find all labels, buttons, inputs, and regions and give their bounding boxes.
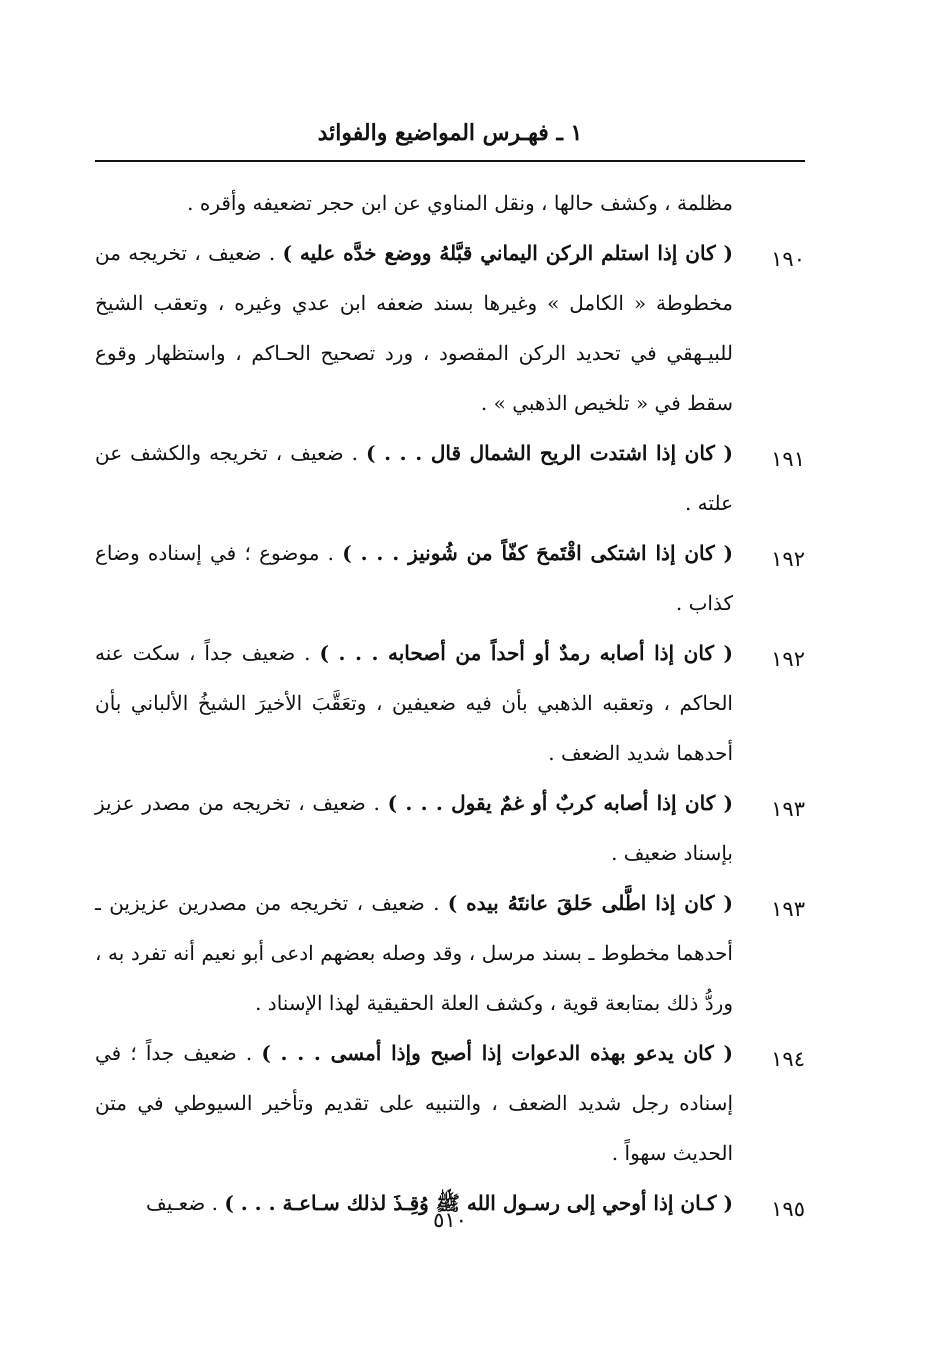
entry-body <box>95 628 733 778</box>
entry-text: . ضعيف ، تخريجه من مصدرين عزيزين ـ أحدهما مخطوط ـ بسند مرسل ، وقد وصله بعضهم ادعى أبو نعيم أنه تفرد به ، وردُّ ذلك بمتابعة قوية ، وكشف العلة الحقيقية لهذا الإسناد . <box>95 891 733 1015</box>
page-header-title: ١ ـ فهـرس المواضيع والفوائد <box>317 120 583 146</box>
entry-number: ١٩٠ <box>771 247 805 271</box>
entry-text: . ضعيف ، تخريجه والكشف عن علته . <box>95 441 733 515</box>
page-number: ٥١٠ <box>433 1208 467 1232</box>
entry-text: . ضعيف جداً ؛ في إسناده رجل شديد الضعف ، والتنبيه على تقديم وتأخير السيوطي في متن الحديث سهواً . <box>95 1041 734 1165</box>
hadith-title: ( كان إذا استلم الركن اليماني قبَّلهُ ووضع خدَّه عليه ) <box>282 241 733 265</box>
entry-number: ١٩٣ <box>771 897 805 921</box>
hadith-title: ( كان إذا اشتكى اقْتَمحَ كفّاً من شُونيز . . . ) <box>342 541 733 565</box>
entry-body <box>95 528 733 628</box>
continuation-entry <box>95 178 805 228</box>
index-entry <box>95 628 805 778</box>
hadith-title: ( كان إذا اشتدت الريح الشمال قال . . . ) <box>366 441 734 465</box>
continuation-text: مظلمة ، وكشف حالها ، ونقل المناوي عن ابن حجر تضعيفه وأقره . <box>187 191 733 215</box>
hadith-title: ( كان إذا أصابه كربٌ أو غمٌ يقول . . . ) <box>387 791 733 815</box>
entry-number: ١٩٣ <box>771 797 805 821</box>
index-content <box>95 178 805 1234</box>
hadith-title: ( كان يدعو بهذه الدعوات إذا أصبح وإذا أمسى . . . ) <box>261 1041 733 1065</box>
entry-text: . موضوع ؛ في إسناده وضاع كذاب . <box>95 541 733 615</box>
entry-text: . ضعـيف <box>146 1191 225 1215</box>
header-divider <box>95 160 805 162</box>
index-entry <box>95 778 805 878</box>
index-entry <box>95 428 805 528</box>
index-entry <box>95 228 805 428</box>
entry-text: . ضعيف ، تخريجه من مخطوطة « الكامل » وغيرها بسند ضعفه ابن عدي وغيره ، وتعقب الشيخ للبيـهقي في تحديد الركن المقصود ، ورد تصحيح الحـاكم ، واستظهار وقوع سقط في « تلخيص الذهبي » . <box>95 241 733 415</box>
entry-body <box>95 1028 733 1178</box>
entry-text: . ضعيف جداً ، سكت عنه الحاكم ، وتعقبه الذهبي بأن فيه ضعيفين ، وتعَقَّبَ الأخيرَ الشيخُ الألباني بأن أحدهما شديد الضعف . <box>95 641 733 765</box>
entry-body <box>95 228 733 428</box>
index-entry <box>95 878 805 1028</box>
index-entry <box>95 1028 805 1178</box>
entry-body <box>95 778 733 878</box>
entry-text: . ضعيف ، تخريجه من مصدر عزيز بإسناد ضعيف . <box>95 791 733 865</box>
entry-number: ١٩٢ <box>771 647 805 671</box>
hadith-title: ( كان إذا أصابه رمدٌ أو أحداً من أصحابه . . . ) <box>319 641 733 665</box>
entry-number: ١٩٤ <box>771 1047 805 1071</box>
hadith-title: ( كـان إذا أوحي إلى رسـول الله ﷺ وُقِـذَ لذلك سـاعـة . . . ) <box>224 1191 733 1215</box>
index-entry <box>95 528 805 628</box>
entry-number: ١٩١ <box>771 447 805 471</box>
entry-body <box>95 428 733 528</box>
entry-body <box>95 878 733 1028</box>
entry-number: ١٩٥ <box>771 1197 805 1221</box>
hadith-title: ( كان إذا اطَّلى حَلقَ عانتَهُ بيده ) <box>447 891 733 915</box>
entry-number: ١٩٢ <box>771 547 805 571</box>
